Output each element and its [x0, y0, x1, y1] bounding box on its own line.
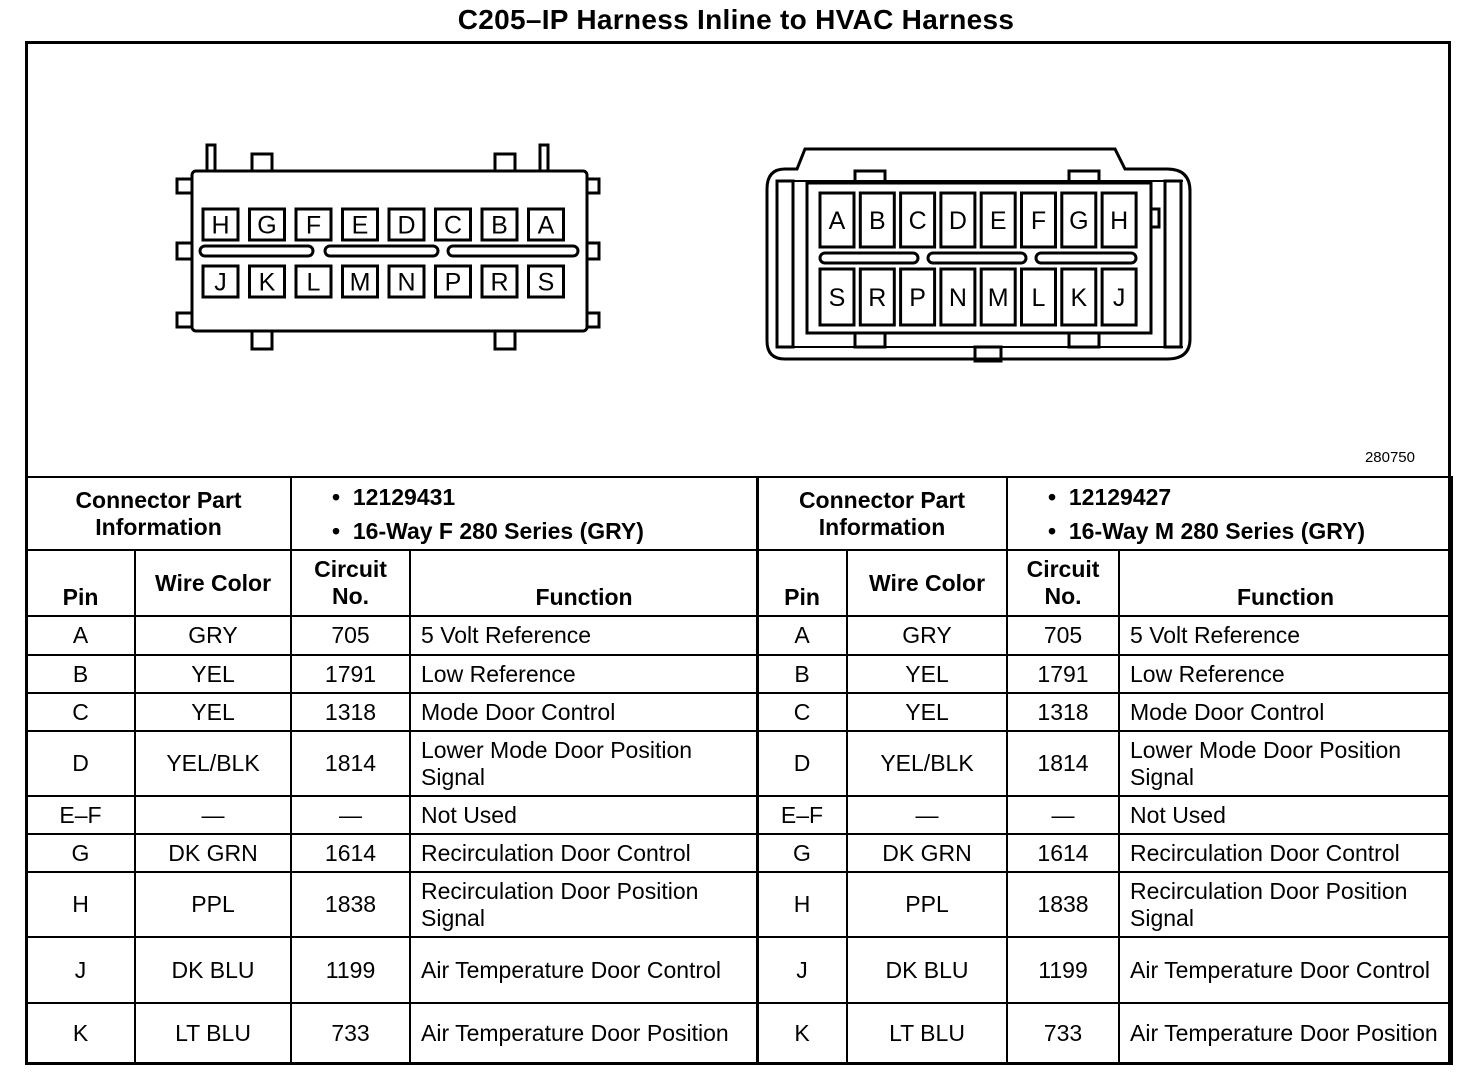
pin-cavity-e — [343, 209, 378, 240]
pin-cell: E–F — [26, 796, 135, 834]
pin-cavity-a — [820, 193, 854, 247]
pin-cell: A — [26, 616, 135, 655]
circuit-cell: — — [1007, 796, 1119, 834]
table-row — [757, 655, 1452, 693]
table-row — [757, 796, 1452, 834]
pin-cavity-f — [1022, 193, 1056, 247]
table-row — [757, 834, 1452, 872]
pin-label: S — [537, 268, 555, 297]
circuit-cell: 1199 — [291, 937, 410, 1003]
pin-cell: H — [26, 872, 135, 937]
pin-cavity-s — [529, 266, 564, 297]
wire-color-cell: YEL/BLK — [847, 731, 1007, 796]
wire-color-cell: — — [847, 796, 1007, 834]
pin-label: K — [258, 268, 276, 297]
pin-label: C — [908, 207, 927, 235]
pin-cavity-m — [343, 266, 378, 297]
function-cell: 5 Volt Reference — [410, 616, 758, 655]
pin-label: D — [397, 211, 416, 240]
pin-label: E — [351, 211, 369, 240]
part-number: • 12129431 — [332, 480, 753, 514]
pin-cavity-k — [1062, 269, 1096, 325]
pin-cavity-r — [482, 266, 517, 297]
pin-label: P — [909, 284, 926, 312]
circuit-cell: 733 — [1007, 1003, 1119, 1064]
pin-header: Pin — [26, 550, 135, 616]
pinout-table-f — [25, 476, 759, 1065]
wire-color-cell: LT BLU — [847, 1003, 1007, 1064]
connector-part-details — [291, 477, 758, 550]
pin-cell: C — [26, 693, 135, 731]
circuit-cell: 1814 — [291, 731, 410, 796]
pin-cavity-m — [981, 269, 1015, 325]
part-number: • 12129427 — [1048, 480, 1447, 514]
circuit-cell: 705 — [1007, 616, 1119, 655]
function-cell: Not Used — [1119, 796, 1452, 834]
pin-label: R — [868, 284, 887, 312]
pin-label: F — [305, 211, 322, 240]
wire-color-cell: YEL/BLK — [135, 731, 291, 796]
table-row — [757, 616, 1452, 655]
pin-label: P — [444, 268, 462, 297]
pin-label: E — [989, 207, 1007, 235]
pin-cavity-p — [436, 266, 471, 297]
circuit-cell: 1199 — [1007, 937, 1119, 1003]
pin-label: J — [214, 268, 227, 297]
pin-cavity-k — [250, 266, 285, 297]
pinout-table-m — [756, 476, 1453, 1065]
circuit-cell: 1791 — [291, 655, 410, 693]
wire-color-cell: DK BLU — [847, 937, 1007, 1003]
pin-label: L — [306, 268, 321, 297]
wire-color-cell: — — [135, 796, 291, 834]
pin-cell: A — [757, 616, 847, 655]
pin-cell: K — [757, 1003, 847, 1064]
wire-color-cell: YEL — [847, 655, 1007, 693]
table-row — [26, 937, 758, 1003]
wire-color-cell: PPL — [847, 872, 1007, 937]
table-row — [757, 872, 1452, 937]
pin-label: N — [397, 268, 416, 297]
pin-cell: K — [26, 1003, 135, 1064]
pin-cavity-j — [1102, 269, 1136, 325]
pin-label: A — [828, 207, 846, 235]
function-cell: Recirculation Door Control — [1119, 834, 1452, 872]
pin-cavity-r — [860, 269, 894, 325]
pin-cavity-c — [436, 209, 471, 240]
connector-description: • 16-Way M 280 Series (GRY) — [1048, 514, 1447, 548]
wire-color-cell: GRY — [847, 616, 1007, 655]
function-cell: Lower Mode Door Position Signal — [410, 731, 758, 796]
right-connector-bottom-row — [820, 269, 1136, 325]
wire-color-cell: GRY — [135, 616, 291, 655]
pin-cavity-n — [389, 266, 424, 297]
pin-cavity-s — [820, 269, 854, 325]
pin-cavity-c — [901, 193, 935, 247]
connector-part-details — [1007, 477, 1452, 550]
pin-cavity-a — [529, 209, 564, 240]
function-cell: 5 Volt Reference — [1119, 616, 1452, 655]
pin-cell: G — [757, 834, 847, 872]
column-header-row — [26, 550, 758, 616]
function-header: Function — [410, 550, 758, 616]
pin-cell: D — [26, 731, 135, 796]
circuit-cell: 1614 — [1007, 834, 1119, 872]
function-cell: Air Temperature Door Control — [1119, 937, 1452, 1003]
diagram-reference-code: 280750 — [1364, 449, 1415, 466]
pin-label: F — [1030, 207, 1047, 235]
pin-label: G — [1069, 207, 1089, 235]
function-cell: Low Reference — [1119, 655, 1452, 693]
function-cell: Not Used — [410, 796, 758, 834]
diagram-title: C205–IP Harness Inline to HVAC Harness — [457, 4, 1015, 35]
table-row — [26, 796, 758, 834]
pin-label: L — [1031, 284, 1046, 312]
pin-cavity-j — [203, 266, 238, 297]
pin-label: K — [1070, 284, 1088, 312]
table-row — [26, 731, 758, 796]
connector-info-label: Connector Part Information — [757, 477, 1007, 550]
table-row — [26, 1003, 758, 1064]
pin-label: G — [257, 211, 277, 240]
pin-header: Pin — [757, 550, 847, 616]
pin-cavity-d — [389, 209, 424, 240]
table-row — [26, 834, 758, 872]
function-cell: Air Temperature Door Position — [410, 1003, 758, 1064]
connector-diagram — [25, 41, 1451, 477]
connector-info-label: Connector Part Information — [26, 477, 291, 550]
function-cell: Recirculation Door Control — [410, 834, 758, 872]
pin-cavity-g — [250, 209, 285, 240]
pin-cell: B — [26, 655, 135, 693]
function-cell: Recirculation Door Position Signal — [1119, 872, 1452, 937]
pin-label: B — [868, 207, 886, 235]
right-connector-top-row — [820, 193, 1136, 247]
function-cell: Mode Door Control — [1119, 693, 1452, 731]
pin-cell: G — [26, 834, 135, 872]
table-row — [26, 655, 758, 693]
pin-label: S — [828, 284, 846, 312]
table-row — [757, 937, 1452, 1003]
connector-info-row — [26, 477, 758, 550]
circuit-cell: 1814 — [1007, 731, 1119, 796]
pin-cavity-h — [1102, 193, 1136, 247]
wire-color-cell: PPL — [135, 872, 291, 937]
pin-label: H — [1110, 207, 1129, 235]
connector-description: • 16-Way F 280 Series (GRY) — [332, 514, 753, 548]
circuit-cell: 733 — [291, 1003, 410, 1064]
left-connector-bottom-row — [203, 266, 564, 297]
wire-color-cell: YEL — [135, 693, 291, 731]
pin-cavity-l — [1022, 269, 1056, 325]
pin-cell: J — [26, 937, 135, 1003]
table-row — [757, 693, 1452, 731]
table-row — [757, 1003, 1452, 1064]
right-connector-shell — [767, 149, 1190, 361]
wire-color-header: Wire Color — [135, 550, 291, 616]
pin-label: A — [537, 211, 555, 240]
pin-cavity-b — [860, 193, 894, 247]
pin-cell: H — [757, 872, 847, 937]
connector-drawing — [25, 41, 1451, 477]
pin-cell: B — [757, 655, 847, 693]
wire-color-header: Wire Color — [847, 550, 1007, 616]
circuit-header: Circuit No. — [1007, 550, 1119, 616]
circuit-cell: 1614 — [291, 834, 410, 872]
pin-cell: C — [757, 693, 847, 731]
pin-cavity-l — [296, 266, 331, 297]
left-connector-top-row — [203, 209, 564, 240]
left-connector-shell — [177, 145, 599, 349]
pin-cavity-g — [1062, 193, 1096, 247]
circuit-header: Circuit No. — [291, 550, 410, 616]
pin-label: C — [443, 211, 463, 240]
function-cell: Low Reference — [410, 655, 758, 693]
wire-color-cell: YEL — [135, 655, 291, 693]
table-row — [26, 872, 758, 937]
pin-label: R — [490, 268, 509, 297]
pin-cavity-e — [981, 193, 1015, 247]
circuit-cell: 1838 — [291, 872, 410, 937]
wire-color-cell: YEL — [847, 693, 1007, 731]
pin-label: N — [948, 284, 967, 312]
function-cell: Air Temperature Door Position — [1119, 1003, 1452, 1064]
wire-color-cell: DK GRN — [135, 834, 291, 872]
pin-label: H — [211, 211, 230, 240]
pin-cavity-b — [482, 209, 517, 240]
pin-cavity-n — [941, 269, 975, 325]
pin-cell: E–F — [757, 796, 847, 834]
function-header: Function — [1119, 550, 1452, 616]
function-cell: Recirculation Door Position Signal — [410, 872, 758, 937]
pin-label: M — [987, 284, 1009, 312]
wire-color-cell: DK GRN — [847, 834, 1007, 872]
pin-label: D — [948, 207, 967, 235]
pin-cavity-f — [296, 209, 331, 240]
circuit-cell: 1318 — [1007, 693, 1119, 731]
wire-color-cell: DK BLU — [135, 937, 291, 1003]
circuit-cell: 1838 — [1007, 872, 1119, 937]
circuit-cell: 1791 — [1007, 655, 1119, 693]
table-row — [26, 693, 758, 731]
table-row — [26, 616, 758, 655]
function-cell: Mode Door Control — [410, 693, 758, 731]
circuit-cell: 1318 — [291, 693, 410, 731]
pin-cavity-h — [203, 209, 238, 240]
function-cell: Lower Mode Door Position Signal — [1119, 731, 1452, 796]
pin-cavity-p — [901, 269, 935, 325]
circuit-cell: 705 — [291, 616, 410, 655]
function-cell: Air Temperature Door Control — [410, 937, 758, 1003]
wire-color-cell: LT BLU — [135, 1003, 291, 1064]
pin-label: M — [349, 268, 371, 297]
pin-cavity-d — [941, 193, 975, 247]
pin-label: B — [491, 211, 508, 240]
pin-label: J — [1112, 284, 1126, 312]
pin-cell: D — [757, 731, 847, 796]
circuit-cell: — — [291, 796, 410, 834]
column-header-row — [757, 550, 1452, 616]
pin-cell: J — [757, 937, 847, 1003]
connector-info-row — [757, 477, 1452, 550]
table-row — [757, 731, 1452, 796]
